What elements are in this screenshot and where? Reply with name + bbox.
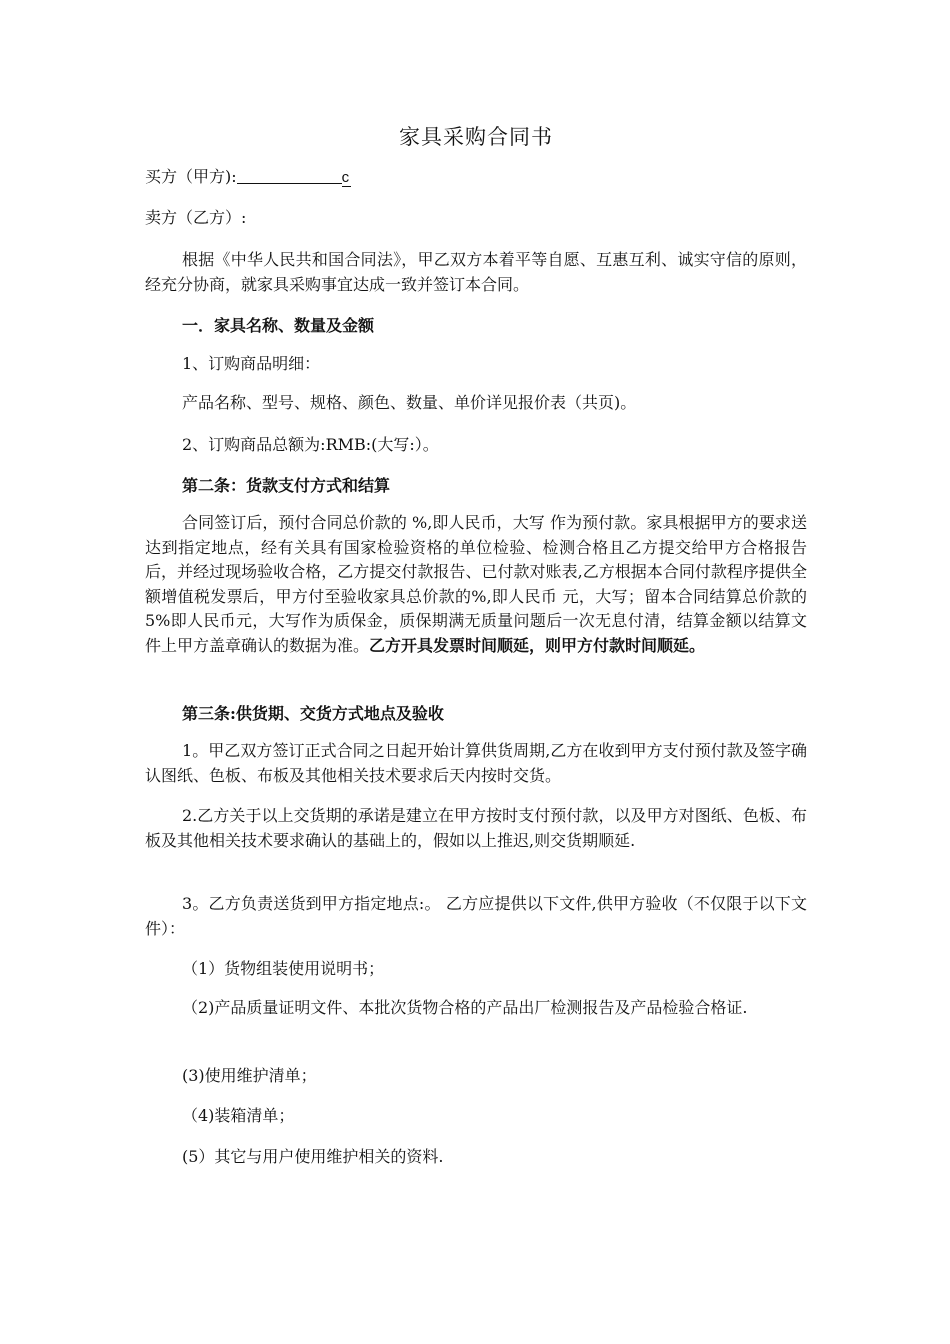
doc-item-1: （1）货物组装使用说明书； [182, 959, 385, 978]
section2-body [145, 511, 807, 658]
section2-body-bold: 乙方开具发票时间顺延，则甲方付款时间顺延。 [369, 635, 706, 655]
document-title: 家具采购合同书 [399, 125, 553, 149]
buyer-line [145, 165, 807, 190]
section1-item1-detail: 产品名称、型号、规格、颜色、数量、单价详见报价表（共页)。 [182, 393, 637, 412]
doc-item-4: （4)装箱清单； [182, 1106, 295, 1125]
doc-item-2: （2)产品质量证明文件、本批次货物合格的产品出厂检测报告及产品检验合格证. [182, 998, 748, 1017]
section3-heading: 第三条:供货期、交货方式地点及验收 [182, 704, 444, 723]
intro-paragraph: 根据《中华人民共和国合同法》，甲乙双方本着平等自愿、互惠互利、诚实守信的原则，经充分协商，就家具采购事宜达成一致并签订本合同。 [145, 250, 807, 294]
seller-line [145, 206, 807, 230]
section1-item2: 2、订购商品总额为:RMB:(大写:）。 [182, 435, 439, 454]
seller-label: 卖方（乙方）: [145, 208, 247, 227]
section3-item2: 2.乙方关于以上交货期的承诺是建立在甲方按时支付预付款，以及甲方对图纸、色板、布板及其他相关技术要求确认的基础上的，假如以上推迟,则交货期顺延. [145, 806, 807, 850]
buyer-value: c [341, 169, 350, 186]
doc-item-3: (3)使用维护清单； [182, 1066, 317, 1085]
buyer-blank [237, 165, 342, 184]
section1-heading: 一．家具名称、数量及金额 [182, 316, 375, 335]
doc-item-5: (5）其它与用户使用维护相关的资料. [182, 1147, 444, 1166]
section2-heading: 第二条：货款支付方式和结算 [182, 476, 391, 495]
buyer-label: 买方（甲方): [145, 167, 237, 186]
section3-item3: 3。乙方负责送货到甲方指定地点:。 乙方应提供以下文件,供甲方验收（不仅限于以下文件）： [145, 894, 807, 938]
section2-body-text: 合同签订后，预付合同总价款的 %,即人民币，大写 作为预付款。家具根据甲方的要求送达到指定地点，经有关具有国家检验资格的单位检验、检测合格且乙方提交给甲方合格报告后，并经过现场验收合格，乙方提交付款报告、已付款对账表,乙方根据本合同付款程序提供全额增值税发票后，甲方付至验收家具总价款的%,即人民币 元，大写；留本合同结算总价款的 5%即人民币元，大写作为质保金，质保期满无质量问题后一次无息付清，结算金额以结算文件上甲方盖章确认的数据为准。 [145, 513, 807, 655]
section3-item1: 1。甲乙双方签订正式合同之日起开始计算供货周期,乙方在收到甲方支付预付款及签字确认图纸、色板、布板及其他相关技术要求后天内按时交货。 [145, 741, 807, 785]
section1-item1: 1、订购商品明细： [182, 354, 321, 373]
